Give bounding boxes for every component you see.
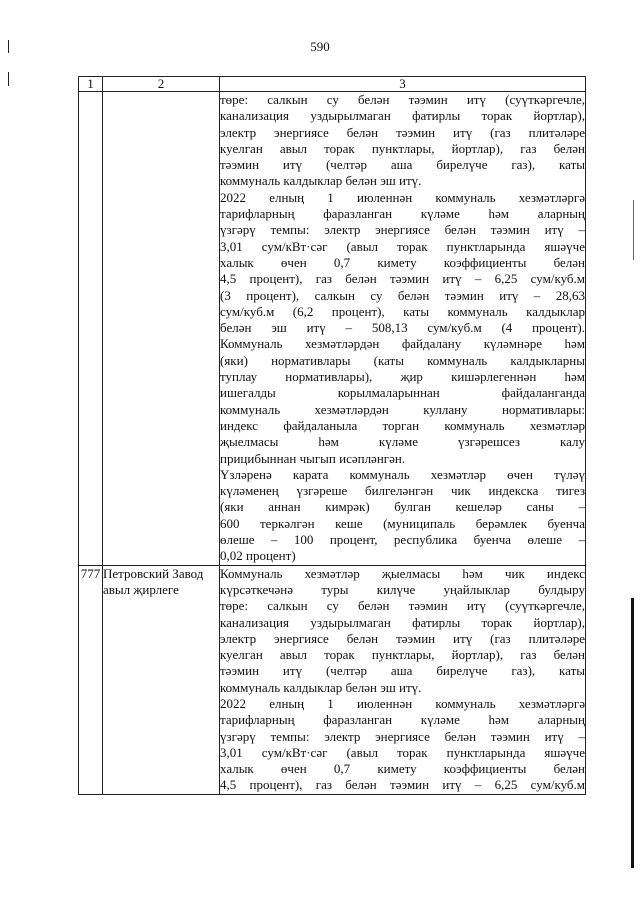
text-line: электр энергиясе белән тәэмин итү (газ плитәләре xyxy=(220,124,585,140)
text-line: индекс файдаланыла торган коммуналь хезмәтләр xyxy=(220,417,585,433)
scan-edge-mark xyxy=(631,598,634,868)
column-header: 2 xyxy=(103,77,220,92)
scan-edge-mark xyxy=(8,72,9,86)
text-line: 0,02 процент) xyxy=(220,548,296,564)
text-line: 2022 елның 1 июленнән коммуналь хезмәтләргә xyxy=(220,189,585,205)
text-line: Коммуналь хезмәтләр җыелмасы һәм чик индекс xyxy=(220,565,585,581)
text-line: халык өчен 0,7 кимету коэффициенты белән xyxy=(220,761,585,777)
text-line: тарифларның фаразланган күләме һәм аларның xyxy=(220,712,585,728)
settlement-name-cell xyxy=(103,92,220,566)
text-line: прицибыннан чыгып исәпләнгән. xyxy=(220,450,406,466)
text-line: ишегалды корылмаларыннан файдаланганда xyxy=(220,385,585,401)
text-line: җыелмасы һәм күләме үзгәрешсез калу xyxy=(220,434,585,450)
text-line: 4,5 процент), газ белән тәэмин итү – 6,25 сум/куб.м xyxy=(220,271,585,287)
text-line: куелган авыл торак пунктлары, йортлар), газ белән xyxy=(220,140,585,156)
text-line: Үзләренә карата коммуналь хезмәтләр өчен түләү xyxy=(220,466,585,482)
text-line: 600 теркәлгән кеше (муниципаль берәмлек буенча xyxy=(220,515,585,531)
text-line: (яки) нормативлары (каты коммуналь калдыкларны xyxy=(220,352,585,368)
text-line: үзгәрү темпы: электр энергиясе белән тәэмин итү – xyxy=(220,222,585,238)
description-cell xyxy=(220,92,586,566)
text-line: электр энергиясе белән тәэмин итү (газ плитәләре xyxy=(220,630,585,646)
text-line: 3,01 сум/кВт·сәг (авыл торак пунктларында яшәүче xyxy=(220,744,585,760)
document-table xyxy=(78,76,586,795)
row-number-cell xyxy=(79,92,103,566)
text-line: сум/куб.м (6,2 процент), каты коммуналь калдыклар xyxy=(220,303,585,319)
text-line: канализация уздырылмаган фатирлы торак йортлар), xyxy=(220,108,585,124)
text-line: төре: салкын су белән тәэмин итү (суүткәргечле, xyxy=(220,598,585,614)
text-line: халык өчен 0,7 кимету коэффициенты белән xyxy=(220,254,585,270)
text-line: 2022 елның 1 июленнән коммуналь хезмәтләргә xyxy=(220,695,585,711)
text-line: тәэмин итү (челтәр аша бирелүче газ), каты xyxy=(220,663,585,679)
column-header: 1 xyxy=(79,77,103,92)
text-line: (яки аннан кимрәк) булган кешеләр саны – xyxy=(220,499,585,515)
text-line: (3 процент), салкын су белән тәэмин итү – 28,63 xyxy=(220,287,585,303)
table-row xyxy=(79,565,586,794)
text-line: 3,01 сум/кВт·сәг (авыл торак пунктларында яшәүче xyxy=(220,238,585,254)
text-line: өлеше – 100 процент, республика буенча өлеше – xyxy=(220,532,585,548)
text-line: коммуналь калдыклар белән эш итү. xyxy=(220,679,422,695)
text-line: куелган авыл торак пунктлары, йортлар), газ белән xyxy=(220,647,585,663)
settlement-name-cell: Петровский Завод авыл җирлеге xyxy=(103,565,220,794)
scan-edge-mark xyxy=(633,200,634,260)
table-header-row xyxy=(79,77,586,92)
text-line: коммуналь калдыклар белән эш итү. xyxy=(220,173,422,189)
text-line: коммуналь хезмәтләрдән куллану нормативлары: xyxy=(220,401,585,417)
text-line: туплау нормативлары), җир кишәрлегеннән һәм xyxy=(220,369,585,385)
text-line: күләменең үзгәреше билгеләнгән чик индекска тигез xyxy=(220,483,585,499)
row-number-cell: 777 xyxy=(79,565,103,794)
table-row xyxy=(79,92,586,566)
text-line: үзгәрү темпы: электр энергиясе белән тәэмин итү – xyxy=(220,728,585,744)
text-line: тәэмин итү (челтәр аша бирелүче газ), каты xyxy=(220,157,585,173)
description-cell xyxy=(220,565,586,794)
scan-edge-mark xyxy=(8,40,9,53)
text-line: Коммуналь хезмәтләрдән файдалану күләмнәре һәм xyxy=(220,336,585,352)
text-line: 4,5 процент), газ белән тәэмин итү – 6,25 сум/куб.м xyxy=(220,777,585,793)
text-line: тарифларның фаразланган күләме һәм аларның xyxy=(220,206,585,222)
text-line: белән эш итү – 508,13 сум/куб.м (4 процент). xyxy=(220,320,585,336)
page-number: 590 xyxy=(310,39,330,54)
text-line: канализация уздырылмаган фатирлы торак йортлар), xyxy=(220,614,585,630)
column-header: 3 xyxy=(220,77,586,92)
text-line: төре: салкын су белән тәэмин итү (суүткәргечле, xyxy=(220,92,585,107)
text-line: күрсәткечәнә туры килүче уңайлыклар булдыру xyxy=(220,581,585,597)
